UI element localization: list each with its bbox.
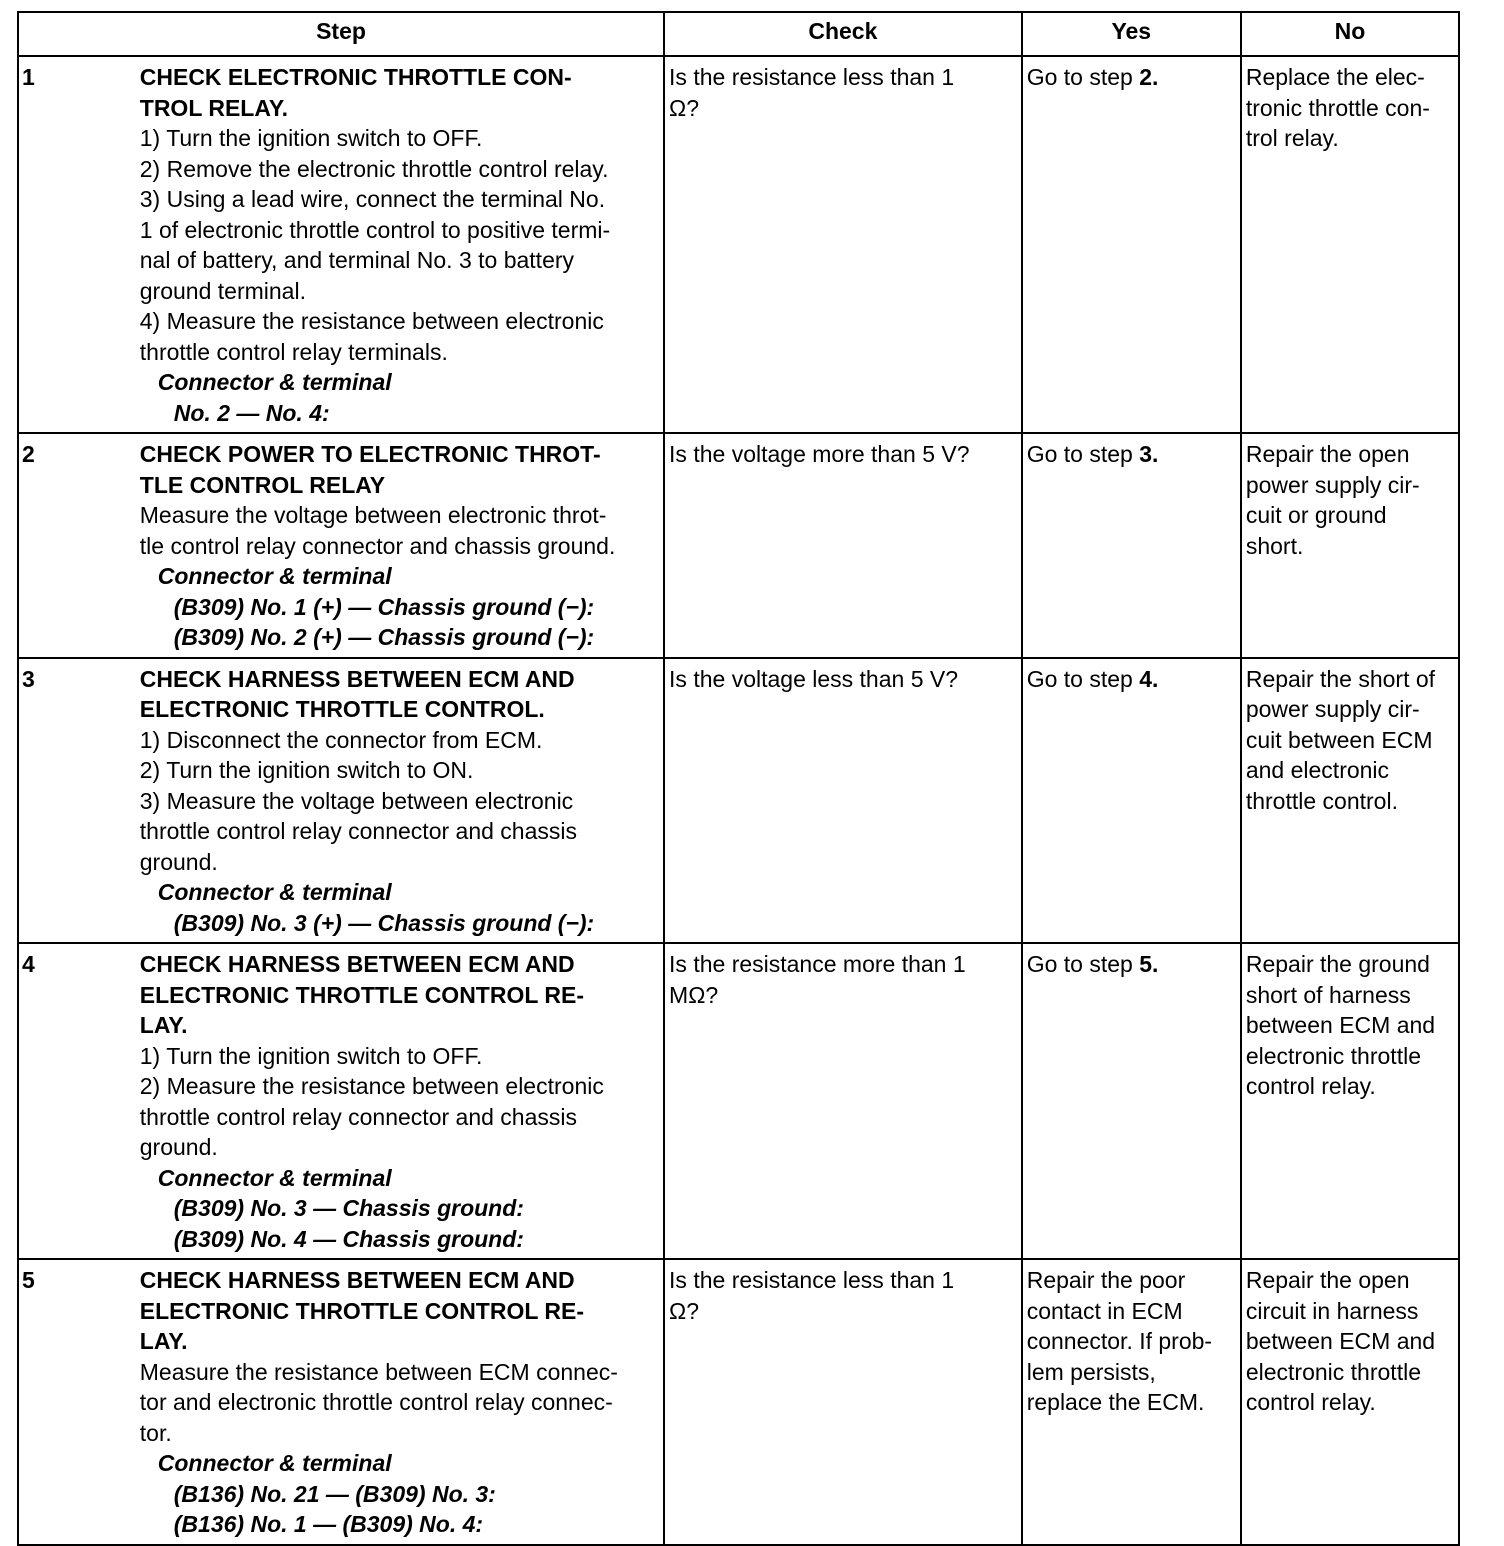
no-cell [1241, 433, 1459, 658]
step-description [134, 1259, 664, 1545]
step-instruction: ground. [139, 848, 218, 875]
step-title: ELECTRONIC THROTTLE CONTROL RE- [139, 981, 584, 1008]
yes-text: Go to step [1026, 951, 1140, 977]
diagnostic-table [17, 11, 1460, 1546]
step-instruction: tle control relay connector and chassis ground. [139, 532, 616, 559]
connector-terminal-label: Connector & terminal [157, 369, 392, 395]
yes-text: Go to step [1026, 665, 1140, 692]
check-text: MΩ? [669, 981, 719, 1008]
yes-cell [1022, 1259, 1241, 1545]
header-yes: Yes [1022, 12, 1241, 56]
no-cell [1241, 56, 1459, 433]
step-title: ELECTRONIC THROTTLE CONTROL. [139, 696, 545, 722]
step-instruction: 4) Measure the resistance between electronic [139, 308, 604, 334]
step-instruction: Measure the resistance between ECM connec- [139, 1358, 618, 1385]
step-instruction: 1 of electronic throttle control to positive termi- [139, 216, 611, 243]
step-number: 2 [18, 433, 134, 658]
step-instruction: 2) Remove the electronic throttle control relay. [139, 155, 609, 182]
yes-step-number: 4. [1139, 665, 1159, 692]
connector-terminal-label: Connector & terminal [157, 1450, 392, 1476]
no-text: control relay. [1245, 1073, 1376, 1099]
yes-text: connector. If prob- [1026, 1328, 1213, 1354]
no-text: short of harness [1245, 981, 1411, 1008]
yes-step-number: 5. [1139, 951, 1159, 977]
table-row [18, 658, 1459, 944]
yes-step-number: 3. [1139, 441, 1159, 467]
no-text: between ECM and [1245, 1012, 1436, 1038]
no-text: control relay. [1245, 1389, 1376, 1415]
step-instruction: 2) Turn the ignition switch to ON. [139, 757, 474, 783]
step-title: CHECK POWER TO ELECTRONIC THROT- [139, 441, 601, 467]
no-text: trol relay. [1245, 125, 1339, 151]
no-text: and electronic [1245, 757, 1390, 783]
step-instruction: 1) Disconnect the connector from ECM. [139, 726, 543, 753]
no-text: tronic throttle con- [1245, 94, 1430, 121]
table-row [18, 56, 1459, 433]
no-text: Repair the open [1245, 1267, 1410, 1293]
no-text: short. [1245, 532, 1304, 559]
check-text: Is the resistance less than 1 [669, 1267, 955, 1293]
header-row [18, 12, 1459, 56]
step-number: 5 [18, 1259, 134, 1545]
step-title: CHECK HARNESS BETWEEN ECM AND [139, 665, 575, 692]
check-cell [664, 56, 1022, 433]
step-title: CHECK HARNESS BETWEEN ECM AND [139, 951, 575, 977]
no-cell [1241, 658, 1459, 944]
step-description [134, 658, 664, 944]
yes-text: lem persists, [1026, 1358, 1156, 1385]
step-title: CHECK ELECTRONIC THROTTLE CON- [139, 64, 572, 90]
step-instruction: throttle control relay connector and chassis [139, 818, 577, 844]
yes-text: Go to step [1026, 441, 1140, 467]
connector-terminal-label: Connector & terminal [157, 1164, 392, 1191]
step-description [134, 433, 664, 658]
no-text: between ECM and [1245, 1328, 1436, 1354]
check-text: Is the resistance less than 1 [669, 64, 955, 90]
check-cell [664, 1259, 1022, 1545]
check-text: Ω? [669, 94, 700, 121]
connector-terminal-item: (B309) No. 2 (+) — Chassis ground (−): [173, 624, 595, 650]
step-instruction: 3) Using a lead wire, connect the terminal No. [139, 186, 606, 212]
no-text: Repair the short of [1245, 665, 1436, 692]
no-cell [1241, 943, 1459, 1259]
connector-terminal-item: (B309) No. 1 (+) — Chassis ground (−): [173, 593, 595, 620]
header-step: Step [18, 12, 664, 56]
connector-terminal-item: (B136) No. 21 — (B309) No. 3: [173, 1480, 496, 1507]
check-text: Ω? [669, 1297, 700, 1324]
yes-cell [1022, 658, 1241, 944]
step-instruction: Measure the voltage between electronic throt- [139, 502, 607, 528]
no-text: power supply cir- [1245, 696, 1420, 722]
step-instruction: 1) Turn the ignition switch to OFF. [139, 125, 483, 151]
step-title: TLE CONTROL RELAY [139, 471, 386, 498]
no-cell [1241, 1259, 1459, 1545]
no-text: electronic throttle [1245, 1042, 1421, 1069]
step-number: 1 [18, 56, 134, 433]
step-instruction: tor and electronic throttle control relay connec- [139, 1389, 613, 1415]
connector-terminal-item: (B309) No. 3 (+) — Chassis ground (−): [173, 909, 595, 936]
connector-terminal-item: No. 2 — No. 4: [173, 399, 330, 426]
step-instruction: ground terminal. [139, 277, 306, 304]
step-instruction: 1) Turn the ignition switch to OFF. [139, 1042, 483, 1069]
connector-terminal-item: (B309) No. 4 — Chassis ground: [173, 1225, 524, 1252]
step-instruction: 3) Measure the voltage between electronic [139, 787, 574, 814]
step-number: 3 [18, 658, 134, 944]
step-title: TROL RELAY. [139, 94, 289, 121]
no-text: Repair the open [1245, 441, 1410, 467]
step-instruction: tor. [139, 1419, 172, 1446]
connector-terminal-item: (B136) No. 1 — (B309) No. 4: [173, 1511, 484, 1537]
check-text: Is the resistance more than 1 [669, 951, 966, 977]
table-row [18, 433, 1459, 658]
step-instruction: throttle control relay terminals. [139, 338, 448, 365]
connector-terminal-label: Connector & terminal [157, 879, 392, 905]
yes-text: Repair the poor [1026, 1267, 1186, 1293]
table-body [18, 56, 1459, 1545]
step-title: LAY. [139, 1012, 188, 1038]
step-instruction: throttle control relay connector and chassis [139, 1103, 577, 1130]
no-text: Replace the elec- [1245, 64, 1425, 90]
check-text: Is the voltage more than 5 V? [669, 441, 970, 467]
table-row [18, 943, 1459, 1259]
no-text: cuit between ECM [1245, 726, 1433, 753]
step-instruction: ground. [139, 1134, 218, 1160]
header-check: Check [664, 12, 1022, 56]
connector-terminal-item: (B309) No. 3 — Chassis ground: [173, 1195, 524, 1221]
table-row [18, 1259, 1459, 1545]
no-text: throttle control. [1245, 787, 1398, 814]
no-text: cuit or ground [1245, 502, 1387, 528]
step-title: ELECTRONIC THROTTLE CONTROL RE- [139, 1297, 584, 1324]
check-cell [664, 658, 1022, 944]
yes-text: contact in ECM [1026, 1297, 1183, 1324]
yes-cell [1022, 943, 1241, 1259]
step-description [134, 56, 664, 433]
yes-cell [1022, 56, 1241, 433]
check-cell [664, 433, 1022, 658]
no-text: power supply cir- [1245, 471, 1420, 498]
step-title: LAY. [139, 1328, 188, 1354]
connector-terminal-label: Connector & terminal [157, 563, 392, 589]
yes-cell [1022, 433, 1241, 658]
step-number: 4 [18, 943, 134, 1259]
step-description [134, 943, 664, 1259]
check-cell [664, 943, 1022, 1259]
step-instruction: nal of battery, and terminal No. 3 to battery [139, 247, 575, 273]
step-instruction: 2) Measure the resistance between electronic [139, 1073, 604, 1099]
check-text: Is the voltage less than 5 V? [669, 665, 959, 692]
no-text: electronic throttle [1245, 1358, 1421, 1385]
header-no: No [1241, 12, 1459, 56]
no-text: Repair the ground [1245, 951, 1430, 977]
step-title: CHECK HARNESS BETWEEN ECM AND [139, 1267, 575, 1293]
yes-text: replace the ECM. [1026, 1389, 1205, 1415]
yes-step-number: 2. [1139, 64, 1159, 90]
yes-text: Go to step [1026, 64, 1140, 90]
no-text: circuit in harness [1245, 1297, 1419, 1324]
